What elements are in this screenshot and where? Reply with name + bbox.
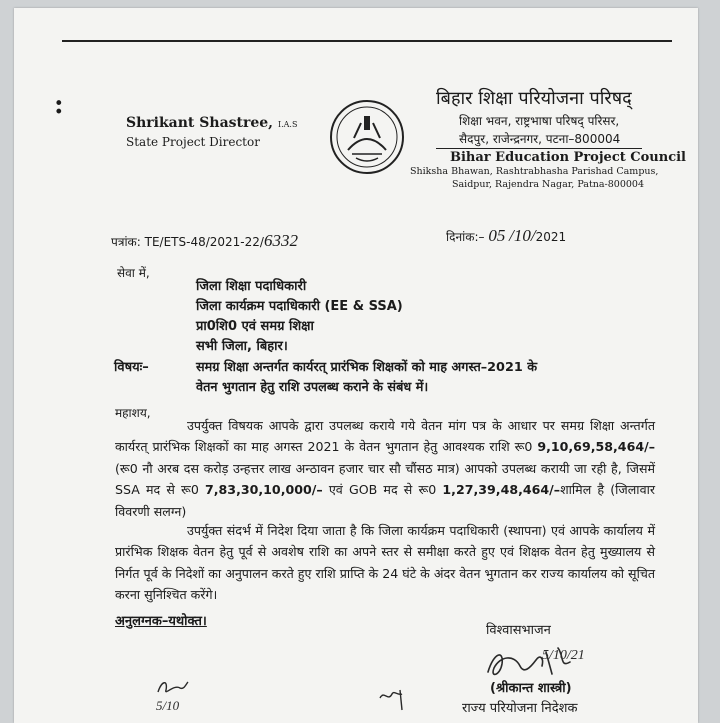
- para2-text: उपर्युक्त संदर्भ में निदेश दिया जाता है कि जिला कार्यक्रम पदाधिकारी (स्थापना) एवं आपके कार्यालय में प्रारंभिक शिक्षक वेतन हेतु पूर्व से अवशेष राशि का अपने स्तर से समीक्षा करते हुए एवं शिक्षक वेतन हेतु मुख्यालय से निर्गत पूर्व के निदेशों का अनुपालन करते हुए राशि प्राप्ति के 24 घंटे के अंदर वेतन भुगतान कर राज्य कार्यालय को सूचित करना सुनिश्चित करेंगे।: [115, 523, 656, 603]
- reference-label: पत्रांक:: [111, 235, 141, 249]
- subject-label: विषयः–: [114, 360, 149, 375]
- amount-ssa: 7,83,30,10,000/–: [205, 482, 323, 498]
- reference-code: TE/ETS-48/2021-22/: [144, 235, 264, 249]
- subject-line1: समग्र शिक्षा अन्तर्गत कार्यरत् प्रारंभिक शिक्षकों को माह अगस्त–2021 के: [196, 360, 538, 375]
- para1-text-c: एवं GOB मद से रू0: [322, 482, 443, 498]
- address-hindi-line2: सैदपुर, राजेन्द्रनगर, पटना–800004: [459, 132, 621, 146]
- subject-line2: वेतन भुगतान हेतु राशि उपलब्ध कराने के संबंध में।: [196, 380, 429, 395]
- recipient-line: जिला शिक्षा पदाधिकारी: [196, 279, 307, 294]
- signatory-name: (श्रीकान्त शास्त्री): [490, 681, 572, 696]
- closing-yours-faithfully: विश्वासभाजन: [486, 623, 551, 638]
- org-name-english: Bihar Education Project Council: [450, 150, 686, 165]
- reference-handwritten-number: 6332: [263, 231, 298, 250]
- recipient-line: प्रा0शि0 एवं समग्र शिक्षा: [196, 319, 314, 334]
- date-label: दिनांक:–: [446, 230, 485, 244]
- para1-text-a: उपर्युक्त विषयक आपके द्वारा उपलब्ध कराये गये वेतन मांग पत्र के आधार पर समग्र शिक्षा अन्तर्गत कार्यरत् प्रारंभिक शिक्षकों का माह अगस्त 2021 के वेतन भुगतान हेतु आवश्यक राशि रू0: [115, 418, 655, 455]
- letter-page: [14, 8, 698, 723]
- address-english-line2: Saidpur, Rajendra Nagar, Patna-800004: [452, 179, 645, 190]
- date-year: 2021: [535, 230, 567, 244]
- date-day: 05: [488, 226, 506, 245]
- signature-date: 5/10/21: [542, 648, 585, 663]
- initial-scribble-left: [154, 676, 190, 698]
- header-top-rule: [62, 40, 672, 42]
- letter-date: दिनांक:– 05 /10/2021: [446, 226, 567, 245]
- amount-gob: 1,27,39,48,464/–: [442, 482, 561, 498]
- initial-date: 5/10: [156, 698, 180, 713]
- scan-mark: :: [54, 90, 64, 120]
- enclosure-note: अनुलग्नक–यथोक्त।: [115, 614, 207, 629]
- amount-total: 9,10,69,58,464/–: [537, 439, 655, 455]
- recipient-line: जिला कार्यक्रम पदाधिकारी (EE & SSA): [196, 299, 403, 314]
- director-title: State Project Director: [126, 135, 260, 149]
- address-hindi-line1: शिक्षा भवन, राष्ट्रभाषा परिषद् परिसर,: [459, 114, 620, 128]
- address-english-line1: Shiksha Bhawan, Rashtrabhasha Parishad Campus,: [410, 166, 659, 177]
- director-name: Shrikant Shastree, I.A.S: [126, 115, 298, 131]
- signatory-designation: राज्य परियोजना निदेशक: [462, 701, 578, 716]
- reference-number: [111, 231, 298, 251]
- para1-text-b: (रू0 नौ अरब दस करोड़ उन्हत्तर लाख अन्ठावन हजार चार सौ चौंसठ मात्र) आपको उपलब्ध करायी जा रही है, जिसमें SSA मद से रू0: [115, 460, 655, 498]
- org-name-hindi: बिहार शिक्षा परियोजना परिषद्: [436, 88, 632, 109]
- salutation: महाशय,: [115, 406, 151, 420]
- paragraph-2: [115, 520, 655, 606]
- emblem-logo: [328, 98, 406, 176]
- date-month: 10: [513, 226, 531, 245]
- director-suffix: I.A.S: [277, 120, 298, 129]
- seva-me: सेवा में,: [117, 266, 150, 280]
- paragraph-1: [115, 415, 655, 522]
- address-divider: [436, 148, 642, 149]
- para1-text-d: शामिल है (जिलावार विवरणी सलग्न): [115, 482, 655, 519]
- initial-scribble-right: [376, 684, 412, 714]
- recipient-line: सभी जिला, बिहार।: [196, 339, 288, 354]
